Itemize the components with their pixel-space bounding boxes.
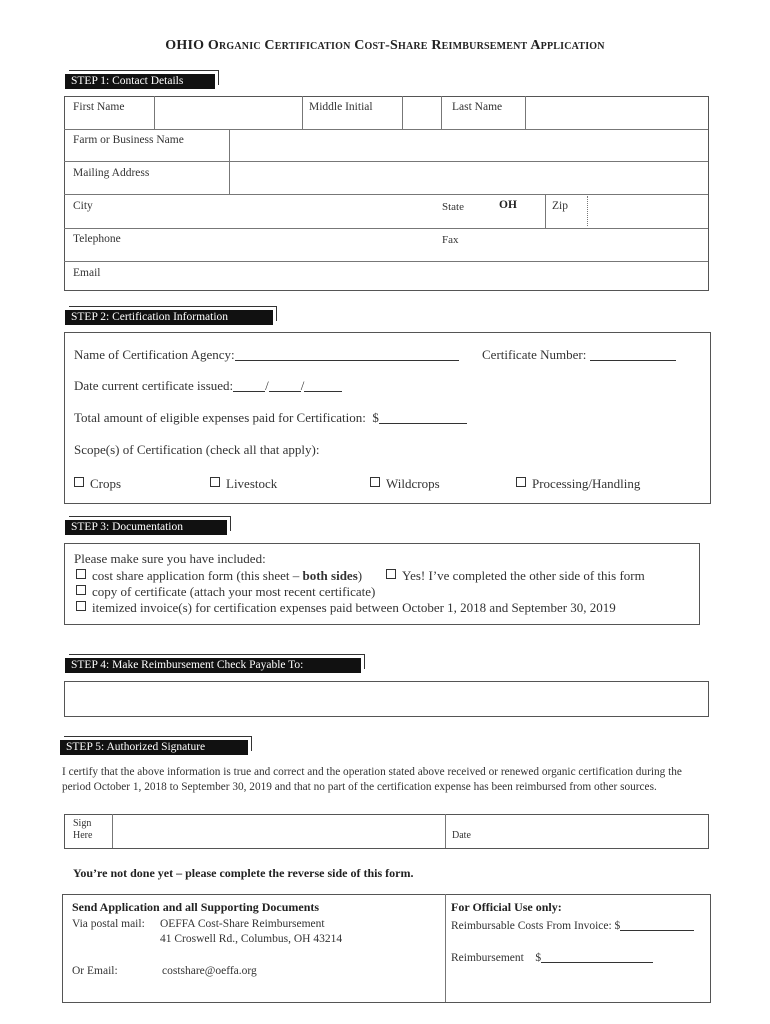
title-text: Organic Certification Cost-Share Reimbursement Application <box>207 38 605 53</box>
doc-item-form: cost share application form (this sheet – both sides) <box>76 568 362 584</box>
processing-checkbox[interactable] <box>516 477 526 487</box>
agency-label: Name of Certification Agency: <box>74 347 459 363</box>
first-name-label: First Name <box>73 101 125 113</box>
step3-header: STEP 3: Documentation <box>65 520 227 535</box>
form-checkbox[interactable] <box>76 569 86 579</box>
documentation-intro: Please make sure you have included: <box>74 551 266 566</box>
reimbursement-label: Reimbursement $ <box>451 950 653 964</box>
certification-statement: I certify that the above information is true and correct and the operation stated above received or renewed organic certification during the period October 1, 2018 to September 30, 2019 and that no part of the certification expense has been reimbursed from other sources. <box>62 766 682 793</box>
scope-label: Scope(s) of Certification (check all that apply): <box>74 442 320 457</box>
livestock-checkbox[interactable] <box>210 477 220 487</box>
date-year-field[interactable] <box>304 379 342 392</box>
agency-field[interactable] <box>235 348 459 361</box>
date-label: Date <box>452 830 471 841</box>
reimbursement-field[interactable] <box>541 950 653 963</box>
fax-label: Fax <box>442 234 459 246</box>
email-field[interactable] <box>110 262 706 288</box>
postal-label: Via postal mail: <box>72 918 145 930</box>
official-use-heading: For Official Use only: <box>451 900 562 914</box>
postal-address-line2: 41 Croswell Rd., Columbus, OH 43214 <box>160 933 343 945</box>
first-name-field[interactable] <box>155 97 301 128</box>
scope-processing[interactable]: Processing/Handling <box>516 476 640 492</box>
total-expenses-field[interactable] <box>379 411 467 424</box>
send-heading: Send Application and all Supporting Documents <box>72 900 320 914</box>
postal-address-line1: OEFFA Cost-Share Reimbursement <box>160 918 325 930</box>
cert-number-field[interactable] <box>590 348 676 361</box>
last-name-label: Last Name <box>452 101 503 113</box>
title-ohio: OHIO <box>165 38 205 53</box>
crops-checkbox[interactable] <box>74 477 84 487</box>
reimbursable-costs-field[interactable] <box>620 918 694 931</box>
step1-header: STEP 1: Contact Details <box>65 74 215 89</box>
signature-field[interactable] <box>113 815 444 847</box>
reverse-side-notice: You’re not done yet – please complete the reverse side of this form. <box>73 866 414 880</box>
total-expenses-label: Total amount of eligible expenses paid for Certification: $ <box>74 410 467 426</box>
invoice-checkbox[interactable] <box>76 601 86 611</box>
state-value: OH <box>499 199 517 211</box>
step2-header: STEP 2: Certification Information <box>65 310 273 325</box>
mailing-address-field[interactable] <box>230 162 706 193</box>
step5-header: STEP 5: Authorized Signature <box>60 740 248 755</box>
city-field[interactable] <box>110 195 430 227</box>
last-name-field[interactable] <box>526 97 706 128</box>
email-label: Email <box>73 267 101 279</box>
doc-item-certificate: copy of certificate (attach your most recent certificate) <box>76 584 375 600</box>
state-label: State <box>442 201 464 213</box>
step4-header: STEP 4: Make Reimbursement Check Payable To: <box>65 658 361 673</box>
farm-name-field[interactable] <box>230 130 706 160</box>
date-issued-label: Date current certificate issued: / / <box>74 378 342 394</box>
telephone-label: Telephone <box>73 233 121 245</box>
mailing-address-label: Mailing Address <box>73 167 150 179</box>
date-day-field[interactable] <box>269 379 301 392</box>
city-label: City <box>73 200 93 212</box>
scope-crops[interactable]: Crops <box>74 476 121 492</box>
telephone-field[interactable] <box>140 229 430 260</box>
scope-livestock[interactable]: Livestock <box>210 476 277 492</box>
certificate-checkbox[interactable] <box>76 585 86 595</box>
scope-wildcrops[interactable]: Wildcrops <box>370 476 440 492</box>
doc-item-yes: Yes! I’ve completed the other side of this form <box>386 568 645 584</box>
wildcrops-checkbox[interactable] <box>370 477 380 487</box>
farm-name-label: Farm or Business Name <box>73 134 184 146</box>
zip-label: Zip <box>552 200 568 212</box>
doc-item-invoice: itemized invoice(s) for certification expenses paid between October 1, 2018 and September 30, 2019 <box>76 600 616 616</box>
page-title <box>0 38 770 54</box>
middle-initial-field[interactable] <box>403 97 440 128</box>
cert-number-label: Certificate Number: <box>482 347 676 363</box>
middle-initial-label: Middle Initial <box>309 101 373 113</box>
submission-email[interactable]: costshare@oeffa.org <box>162 965 257 977</box>
yes-checkbox[interactable] <box>386 569 396 579</box>
sign-here-label: Sign Here <box>73 818 93 841</box>
email-send-label: Or Email: <box>72 965 118 977</box>
payable-to-field[interactable] <box>64 681 709 717</box>
reimbursable-costs-label: Reimbursable Costs From Invoice: $ <box>451 918 694 932</box>
fax-field[interactable] <box>470 229 706 260</box>
signature-date-field[interactable] <box>480 815 706 847</box>
zip-field[interactable] <box>589 195 706 227</box>
date-month-field[interactable] <box>233 379 265 392</box>
